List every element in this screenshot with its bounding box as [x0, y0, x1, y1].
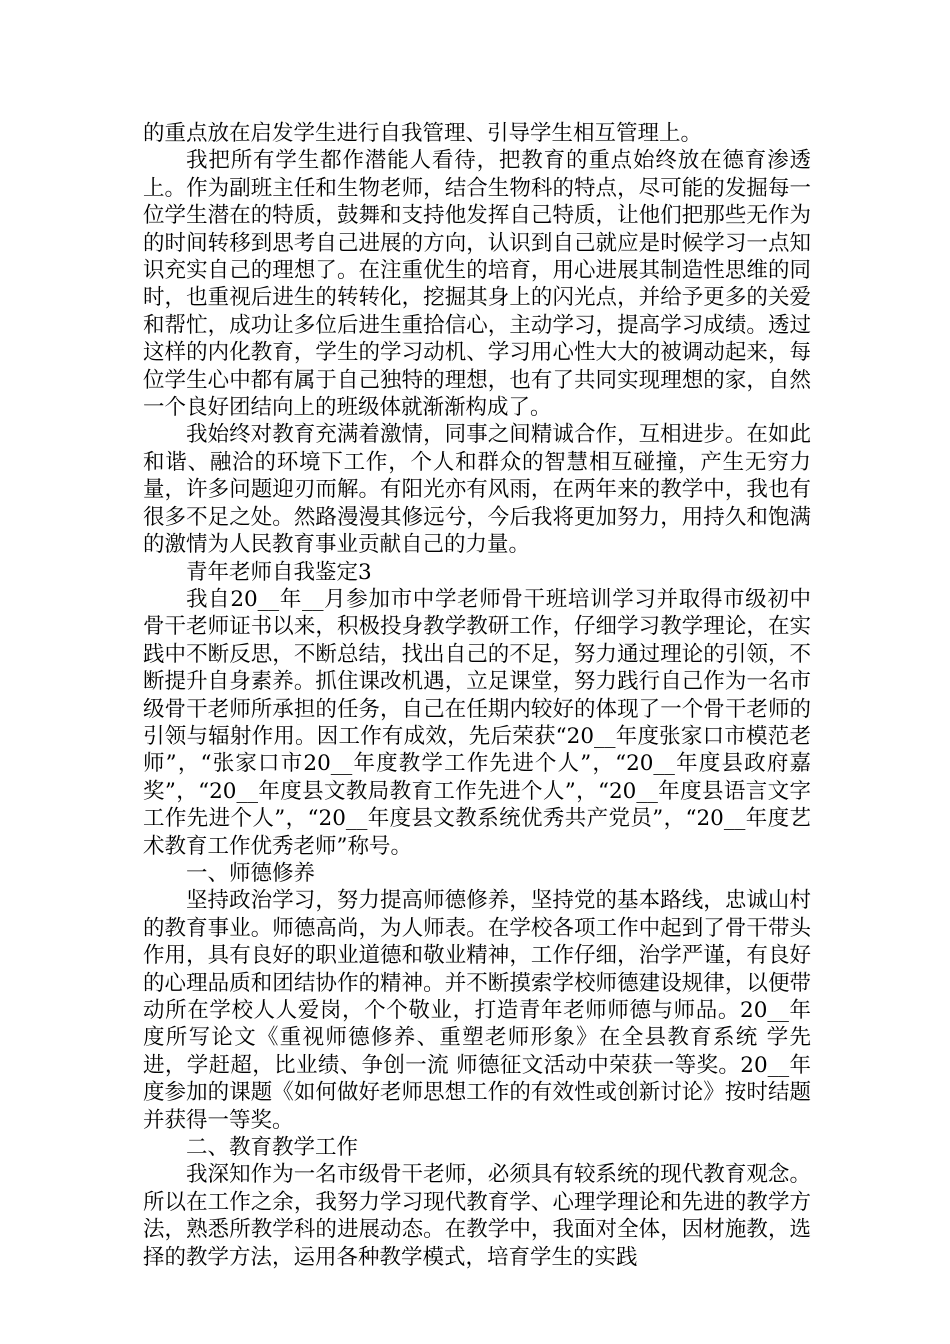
paragraph-continuation: 的重点放在启发学生进行自我管理、引导学生相互管理上。 — [143, 121, 703, 146]
section-title: 青年老师自我鉴定3 — [186, 559, 372, 585]
paragraph-teaching-work: 我深知作为一名市级骨干老师，必须具有较系统的现代教育观念。所以在工作之余，我努力学习现代教育学、心理学理论和先进的教学方法，熟悉所教学科的进展动态。在教学中，我面对全体，因材施教，选择的教学方法，运用各种教学模式，培育学生的实践 — [143, 1162, 811, 1270]
heading-ethics: 一、师德修养 — [186, 860, 316, 886]
paragraph-passion: 我始终对教育充满着激情，同事之间精诚合作，互相进步。在如此和谐、融洽的环境下工作，个人和群众的智慧相互碰撞，产生无穷力量，许多问题迎刃而解。有阳光亦有风雨，在两年来的教学中，我也有很多不足之处。然路漫漫其修远兮，今后我将更加努力，用持久和饱满的激情为人民教育事业贡献自己的力量。 — [143, 422, 811, 558]
heading-teaching-work: 二、教育教学工作 — [186, 1135, 359, 1161]
paragraph-ethics: 坚持政治学习，努力提高师德修养，坚持党的基本路线，忠诚山村的教育事业。师德高尚，为人师表。在学校各项工作中起到了骨干带头作用，具有良好的职业道德和敬业精神，工作仔细，治学严谨，有良好的心理品质和团结协作的精神。并不断摸索学校师德建设规律，以便带动所在学校人人爱岗，个个敬业，打造青年老师师德与师品。20__年度所写论文《重视师德修养、重塑老师形象》在全县教育系统 学先进，学赶超，比业绩、争创一流 师德征文活动中荣获一等奖。20__年度参加的课题《如何做好老师思想工作的有效性或创新讨论》按时结题并获得一等奖。 — [143, 888, 811, 1133]
document-body — [143, 120, 811, 1271]
paragraph-moral-education: 我把所有学生都作潜能人看待，把教育的重点始终放在德育渗透上。作为副班主任和生物老师，结合生物科的特点，尽可能的发掘每一位学生潜在的特质，鼓舞和支持他发挥自己特质，让他们把那些无作为的时间转移到思考自己进展的方向，认识到自己就应是时候学习一点知识充实自己的理想了。在注重优生的培育，用心进展其制造性思维的同时，也重视后进生的转转化，挖掘其身上的闪光点，并给予更多的关爱和帮忙，成功让多位后进生重拾信心，主动学习，提高学习成绩。透过这样的内化教育，学生的学习动机、学习用心性大大的被调动起来，每位学生心中都有属于自己独特的理想，也有了共同实现理想的家，自然一个良好团结向上的班级体就渐渐构成了。 — [143, 148, 811, 421]
paragraph-backbone-teacher: 我自20__年__月参加市中学老师骨干班培训学习并取得市级初中骨干老师证书以来，积极投身教学教研工作，仔细学习教学理论，在实践中不断反思，不断总结，找出自己的不足，努力通过理论的引领，不断提升自身素养。抓住课改机遇，立足课堂，努力践行自己作为一名市级骨干老师所承担的任务，自己在任期内较好的体现了一个骨干老师的引领与辐射作用。因工作有成效，先后荣获“20__年度张家口市模范老师”，“张家口市20__年度教学工作先进个人”，“20__年度县政府嘉奖”，“20__年度县文教局教育工作先进个人”，“20__年度县语言文字工作先进个人”，“20__年度县文教系统优秀共产党员”，“20__年度艺术教育工作优秀老师”称号。 — [143, 586, 811, 859]
